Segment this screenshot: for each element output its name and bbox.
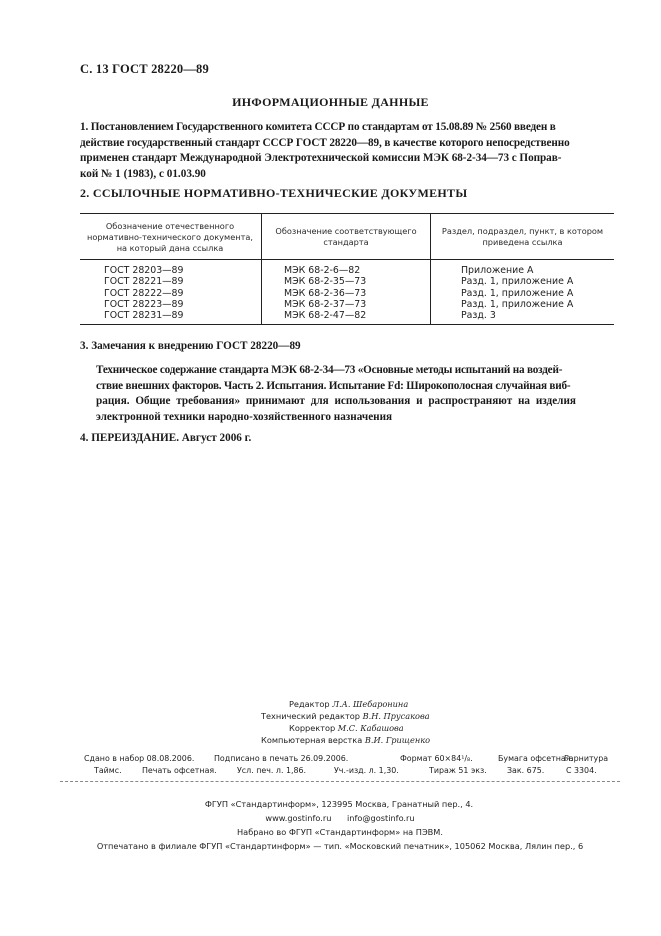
table-header-line: нормативно-технического документа, <box>87 232 253 242</box>
table-header-line: стандарта <box>323 237 369 247</box>
imprint-item: Сдано в набор 08.08.2006. <box>84 754 195 763</box>
table-column-iec <box>284 265 366 321</box>
footer-line: Набрано во ФГУП «Стандартинформ» на ПЭВМ. <box>237 827 443 837</box>
section-3-paragraph <box>96 363 614 425</box>
credit-role: Компьютерная верстка <box>261 735 363 745</box>
credit-name: В.И. Грищенко <box>364 735 431 745</box>
imprint-item: Усл. печ. л. 1,86. <box>237 766 307 775</box>
table-cell: Разд. 1, приложение А <box>461 276 574 288</box>
section-3-line: Техническое содержание стандарта МЭК 68-2-34—73 «Основные методы испытаний на воздей- <box>96 364 563 376</box>
table-column-section <box>461 265 573 321</box>
table-cell: ГОСТ 28221—89 <box>104 276 184 288</box>
footer-line: www.gostinfo.ru info@gostinfo.ru <box>265 813 415 823</box>
section-1-line: 1. Постановлением Государственного комитета СССР по стандартам от 15.08.89 № 2560 введен в <box>80 121 556 133</box>
imprint-item: Формат 60×84¹/₈. <box>400 754 473 763</box>
imprint-item: Тираж 51 экз. <box>429 766 487 775</box>
table-cell: Разд. 1, приложение А <box>461 298 574 310</box>
imprint-item: Зак. 675. <box>507 766 545 775</box>
section-3-line: электронной техники народно-хозяйственного назначения <box>96 410 393 423</box>
imprint-item: С 3304. <box>566 766 597 775</box>
table-header-cell <box>431 226 614 248</box>
table-cell: ГОСТ 28203—89 <box>104 265 184 276</box>
section-3-line: ствие внешних факторов. Часть 2. Испытания. Испытание Fd: Широкополосная случайная виб- <box>96 379 571 392</box>
imprint-item: Печать офсетная. <box>142 766 217 775</box>
credit-role: Корректор <box>289 723 336 733</box>
imprint-item: Уч.-изд. л. 1,30. <box>334 766 399 775</box>
credit-role: Технический редактор <box>261 711 360 721</box>
table-cell: Разд. 1, приложение А <box>461 287 574 299</box>
table-cell: МЭК 68-2-47—82 <box>284 310 367 322</box>
credit-name: Л.А. Шебаронина <box>332 699 409 709</box>
table-bottom-rule <box>80 324 614 325</box>
imprint-item: Таймс. <box>94 766 122 775</box>
credit-name: М.С. Кабашова <box>337 723 404 733</box>
table-cell: МЭК 68-2-6—82 <box>284 265 361 276</box>
section-1-line: применен стандарт Международной Электротехнической комиссии МЭК 68-2-34—73 с Поправ- <box>80 152 562 164</box>
table-header-cell <box>262 226 430 248</box>
info-data-title: ИНФОРМАЦИОННЫЕ ДАННЫЕ <box>232 95 429 109</box>
credit-role: Редактор <box>289 699 330 709</box>
footer-block <box>60 797 620 853</box>
section-4-title: 4. ПЕРЕИЗДАНИЕ. Август 2006 г. <box>80 432 252 444</box>
credit-line <box>261 734 430 747</box>
table-cell: МЭК 68-2-37—73 <box>284 298 367 310</box>
table-column-standard <box>104 265 183 321</box>
imprint-item: Подписано в печать 26.09.2006. <box>214 754 349 763</box>
table-header-line: Обозначение отечественного <box>105 221 235 231</box>
table-cell: ГОСТ 28223—89 <box>104 298 184 310</box>
table-cell: Приложение А <box>461 265 534 276</box>
table-header-line: приведена ссылка <box>482 237 563 247</box>
table-cell: ГОСТ 28231—89 <box>104 310 184 322</box>
table-cell: ГОСТ 28222—89 <box>104 287 184 299</box>
table-header-line: Раздел, подраздел, пункт, в котором <box>441 226 604 236</box>
footer-divider <box>60 781 620 782</box>
page-reference: С. 13 ГОСТ 28220—89 <box>80 62 209 76</box>
section-3-line: рация. Общие требования» принимают для использования и распространяют на изделия <box>96 395 576 407</box>
imprint-item: Бумага офсетная. <box>498 754 573 763</box>
section-1-line: действие государственный стандарт СССР ГОСТ 28220—89, в качестве которого непосредственно <box>80 136 570 149</box>
table-header-rule <box>80 259 614 260</box>
table-cell: Разд. 3 <box>461 310 496 322</box>
section-1-paragraph <box>80 120 608 182</box>
table-top-rule <box>80 213 614 214</box>
section-2-title: 2. ССЫЛОЧНЫЕ НОРМАТИВНО-ТЕХНИЧЕСКИЕ ДОКУМЕНТЫ <box>80 186 468 200</box>
section-3-title: 3. Замечания к внедрению ГОСТ 28220—89 <box>80 340 301 352</box>
table-cell: МЭК 68-2-35—73 <box>284 276 367 288</box>
credit-name: В.Н. Прусакова <box>362 711 430 721</box>
table-header-line: Обозначение соответствующего <box>275 226 417 236</box>
section-1-line: кой № 1 (1983), с 01.03.90 <box>80 167 206 180</box>
table-header-line: на который дана ссылка <box>116 243 224 253</box>
footer-line: Отпечатано в филиале ФГУП «Стандартинформ» — тип. «Московский печатник», 105062 Москва, Лялин пер., 6 <box>96 841 584 851</box>
imprint-item: Гарнитура <box>564 754 609 763</box>
footer-line: ФГУП «Стандартинформ», 123995 Москва, Гранатный пер., 4. <box>204 799 474 809</box>
table-header-cell <box>80 221 260 254</box>
table-cell: МЭК 68-2-36—73 <box>284 287 367 299</box>
